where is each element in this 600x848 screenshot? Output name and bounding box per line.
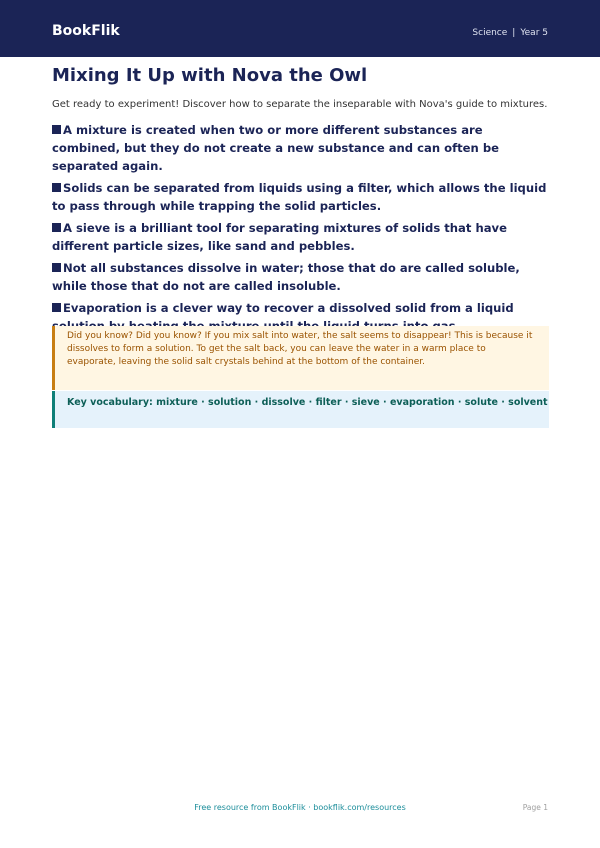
footer-resource-link[interactable]: Free resource from BookFlik · bookflik.com/resources bbox=[194, 803, 406, 812]
page-title: Mixing It Up with Nova the Owl bbox=[52, 65, 368, 86]
key-point-item bbox=[52, 259, 552, 295]
year-label: Year 5 bbox=[520, 28, 548, 38]
square-bullet-icon bbox=[52, 183, 61, 192]
key-vocabulary-text: Key vocabulary: mixture · solution · dissolve · filter · sieve · evaporation · solute · solvent bbox=[67, 397, 548, 408]
meta-separator: | bbox=[512, 28, 516, 38]
square-bullet-icon bbox=[52, 263, 61, 272]
key-vocabulary-box bbox=[52, 391, 549, 428]
subject-year-label bbox=[472, 26, 548, 40]
key-point-text: Not all substances dissolve in water; those that do are called soluble, while those that do not are called insoluble. bbox=[52, 261, 520, 293]
key-point-item bbox=[52, 179, 552, 215]
key-point-item bbox=[52, 219, 552, 255]
subject-label: Science bbox=[472, 28, 508, 38]
key-point-text: Evaporation is a clever way to recover a dissolved solid from a liquid bbox=[63, 301, 514, 315]
page-header bbox=[0, 0, 600, 57]
intro-paragraph: Get ready to experiment! Discover how to separate the inseparable with Nova's guide to mixtures. bbox=[52, 99, 548, 110]
key-points-list bbox=[52, 121, 552, 339]
key-point-text: Solids can be separated from liquids using a filter, which allows the liquid to pass through while trapping the solid particles. bbox=[52, 181, 547, 213]
key-point-text: A sieve is a brilliant tool for separating mixtures of solids that have different particle sizes, like sand and pebbles. bbox=[52, 221, 507, 253]
key-point-item bbox=[52, 121, 552, 175]
square-bullet-icon bbox=[52, 303, 61, 312]
square-bullet-icon bbox=[52, 223, 61, 232]
callout-text: Did you know? Did you know? If you mix salt into water, the salt seems to disappear! This is because it dissolves to form a solution. To get the salt back, you can leave the water in a warm place to evaporate, leaving the solid salt crystals behind at the bottom of the container. bbox=[67, 331, 533, 367]
did-you-know-callout bbox=[52, 326, 549, 390]
square-bullet-icon bbox=[52, 125, 61, 134]
page-number: Page 1 bbox=[522, 803, 548, 812]
brand-logo[interactable]: BookFlik bbox=[52, 23, 120, 39]
key-point-text: A mixture is created when two or more different substances are combined, but they do not create a new substance and can often be separated again. bbox=[52, 123, 499, 173]
